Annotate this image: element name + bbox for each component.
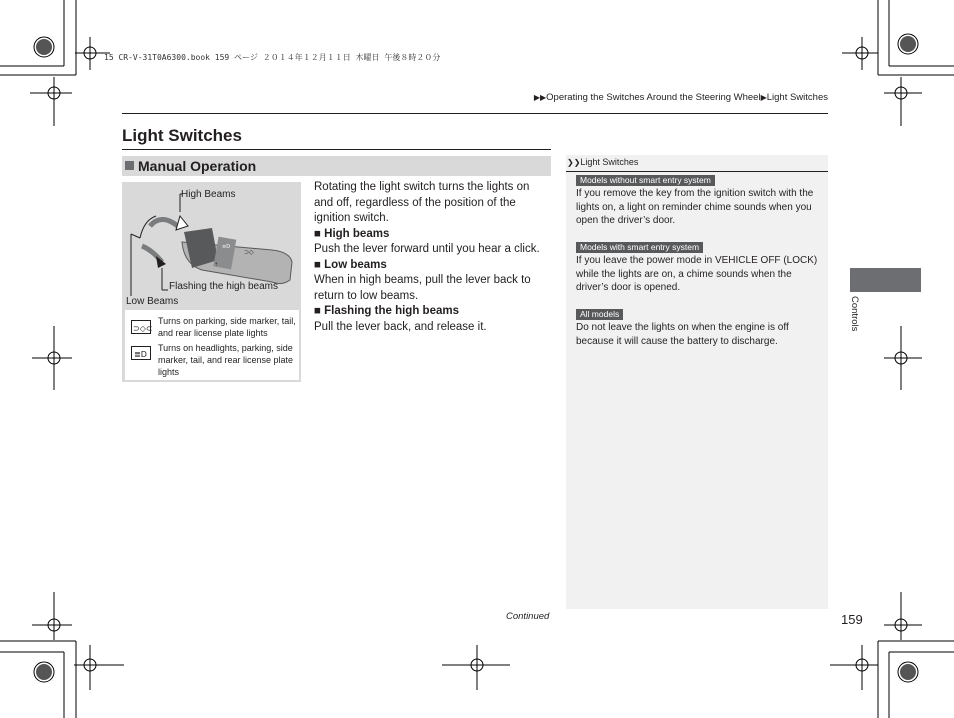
subheading-flashing: ■ Flashing the high beams [314, 305, 459, 317]
sidebar-note [566, 155, 828, 609]
parking-lights-icon [131, 320, 151, 334]
page-title: Light Switches [122, 126, 242, 145]
sidebar-rule [566, 171, 828, 172]
sidebar-text-3: Do not leave the lights on when the engine is off because it will cause the battery to discharge. [576, 322, 789, 347]
svg-text:⊃◇⊂: ⊃◇⊂ [133, 324, 153, 333]
subheading-high-beams-text: High beams [324, 227, 390, 240]
svg-text:⇡: ⇡ [214, 262, 219, 268]
body-text [314, 180, 548, 335]
sidebar-text-1: If you remove the key from the ignition switch with the lights on, a light on reminder chime sounds when you open the driver’s door. [576, 188, 814, 226]
svg-text:≡D: ≡D [222, 244, 231, 250]
intro-paragraph: Rotating the light switch turns the lights on and off, regardless of the position of the ignition switch. [314, 181, 530, 224]
low-beams-text: When in high beams, pull the lever back to return to low beams. [314, 274, 531, 302]
subheading-low-beams: ■ Low beams [314, 258, 387, 271]
svg-text:⊃◇: ⊃◇ [244, 249, 254, 256]
parking-lights-description: Turns on parking, side marker, tail, and rear license plate lights [158, 316, 296, 338]
page-number: 159 [841, 612, 863, 627]
note-arrow-icon: ❯❯ [567, 158, 581, 167]
continued-note: Continued [506, 611, 550, 622]
double-arrow-icon: ▶▶ [533, 93, 547, 102]
section-header [122, 156, 551, 176]
subheading-flashing-text: Flashing the high beams [324, 305, 459, 317]
headlights-icon [131, 346, 151, 360]
section-title: Manual Operation [138, 158, 257, 174]
breadcrumb-parent: Operating the Switches Around the Steering Wheel [546, 92, 761, 103]
tag-all-models: All models [576, 309, 623, 320]
chapter-tab[interactable] [850, 268, 921, 292]
label-high-beams: High Beams [181, 189, 236, 200]
tag-with-smart-entry: Models with smart entry system [576, 242, 703, 253]
section-square-icon [125, 161, 134, 170]
breadcrumb [534, 92, 828, 103]
breadcrumb-current: Light Switches [766, 92, 828, 103]
header-rule [122, 113, 828, 114]
label-flashing-high-beams: Flashing the high beams [169, 281, 278, 292]
label-low-beams: Low Beams [126, 296, 179, 307]
sidebar-heading [567, 157, 638, 167]
print-header-meta: 15 CR-V-31T0A6300.book 159 ページ ２０１４年１２月１１日 木曜日 午後８時２０分 [104, 53, 441, 62]
subheading-high-beams: ■ High beams [314, 227, 390, 240]
chapter-tab-label: Controls [849, 296, 860, 332]
subheading-low-beams-text: Low beams [324, 258, 387, 271]
sidebar-heading-text: Light Switches [580, 157, 639, 167]
sidebar-text-2: If you leave the power mode in VEHICLE OFF (LOCK) while the lights are on, a chime sounds when the driver’s door is opened. [576, 255, 818, 293]
headlights-description: Turns on headlights, parking, side marker, tail, and rear license plate lights [158, 343, 294, 377]
svg-text:≣D: ≣D [134, 350, 147, 359]
arrow-icon: ▶ [760, 93, 767, 102]
flashing-text: Pull the lever back, and release it. [314, 320, 487, 333]
high-beams-text: Push the lever forward until you hear a click. [314, 243, 540, 255]
tag-without-smart-entry: Models without smart entry system [576, 175, 715, 186]
lever-figure [122, 182, 301, 382]
title-rule [122, 149, 551, 150]
